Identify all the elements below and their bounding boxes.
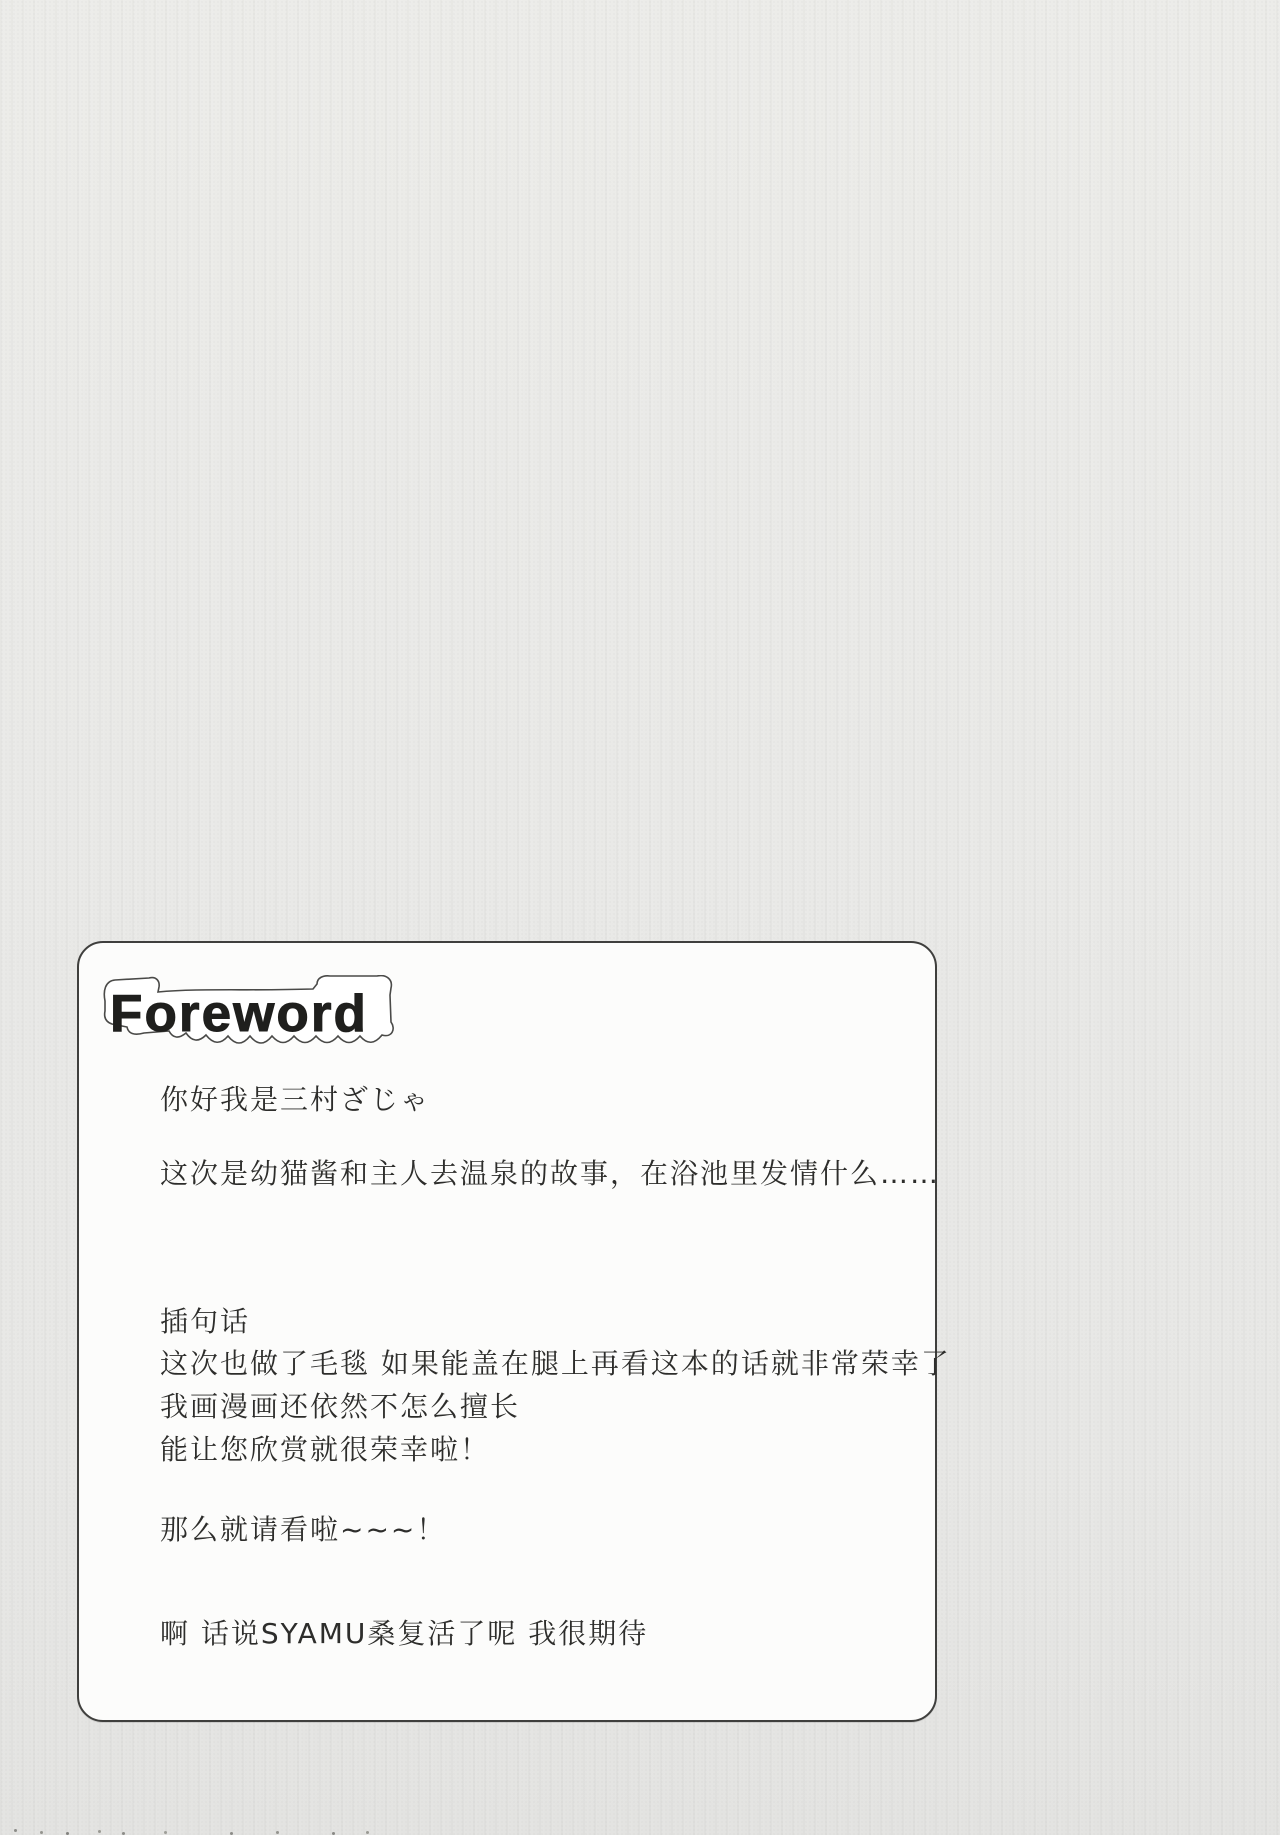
foreword-line-blanket-note: 这次也做了毛毯 如果能盖在腿上再看这本的话就非常荣幸了 xyxy=(160,1347,951,1380)
foreword-panel xyxy=(77,941,951,1722)
foreword-line-postscript: 啊 话说SYAMU桑复活了呢 我很期待 xyxy=(160,1617,649,1650)
foreword-line-please-read: 那么就请看啦~~~！ xyxy=(160,1513,447,1546)
foreword-line-aside-header: 插句话 xyxy=(160,1305,251,1338)
foreword-line-skill-note: 我画漫画还依然不怎么擅长 xyxy=(160,1390,521,1423)
scan-artifact-dots xyxy=(14,1829,17,1832)
title-sticker-outline xyxy=(99,975,401,1057)
foreword-title-block xyxy=(99,975,401,1057)
foreword-line-thanks: 能让您欣赏就很荣幸啦！ xyxy=(160,1433,491,1466)
foreword-title: Foreword xyxy=(110,985,368,1043)
foreword-line-story-intro: 这次是幼猫酱和主人去温泉的故事，在浴池里发情什么…… xyxy=(160,1157,941,1190)
foreword-line-greeting: 你好我是三村ざじゃ xyxy=(160,1083,431,1116)
